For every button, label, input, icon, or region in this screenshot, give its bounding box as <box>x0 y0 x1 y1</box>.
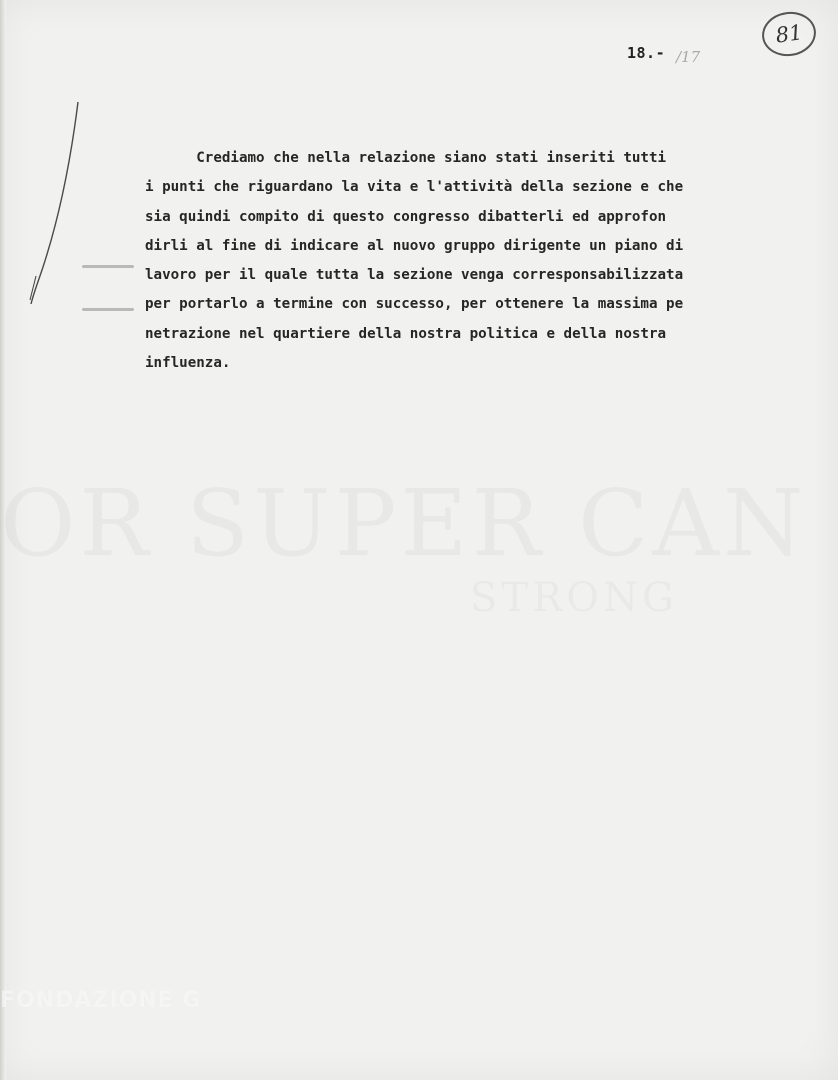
page-number: 18.- <box>627 44 666 62</box>
typewritten-paragraph <box>145 144 775 378</box>
text-line: influenza. <box>145 355 231 372</box>
paper-watermark-subline <box>470 575 678 621</box>
foundation-logo: FONDAZIONE G <box>0 988 202 1013</box>
text-line: lavoro per il quale tutta la sezione venga corresponsabilizzata <box>145 267 684 284</box>
text-line: Crediamo che nella relazione siano stati inseriti tutti <box>145 150 667 166</box>
text-line: netrazione nel quartiere della nostra politica e della nostra <box>145 325 667 342</box>
margin-highlight-mark <box>82 308 134 311</box>
margin-pen-stroke-icon <box>22 100 92 320</box>
pencil-annotation: /17 <box>676 48 701 66</box>
text-line: per portarlo a termine con successo, per ottenere la massima pe <box>145 296 684 313</box>
margin-highlight-mark <box>82 265 134 268</box>
paper-watermark <box>0 470 838 577</box>
text-line: sia quindi compito di questo congresso dibatterli ed approfon <box>145 208 667 225</box>
text-line: dirli al fine di indicare al nuovo gruppo dirigente un piano di <box>145 237 684 254</box>
archive-stamp: 81 <box>759 8 819 59</box>
text-line: i punti che riguardano la vita e l'attività della sezione e che <box>145 179 684 196</box>
